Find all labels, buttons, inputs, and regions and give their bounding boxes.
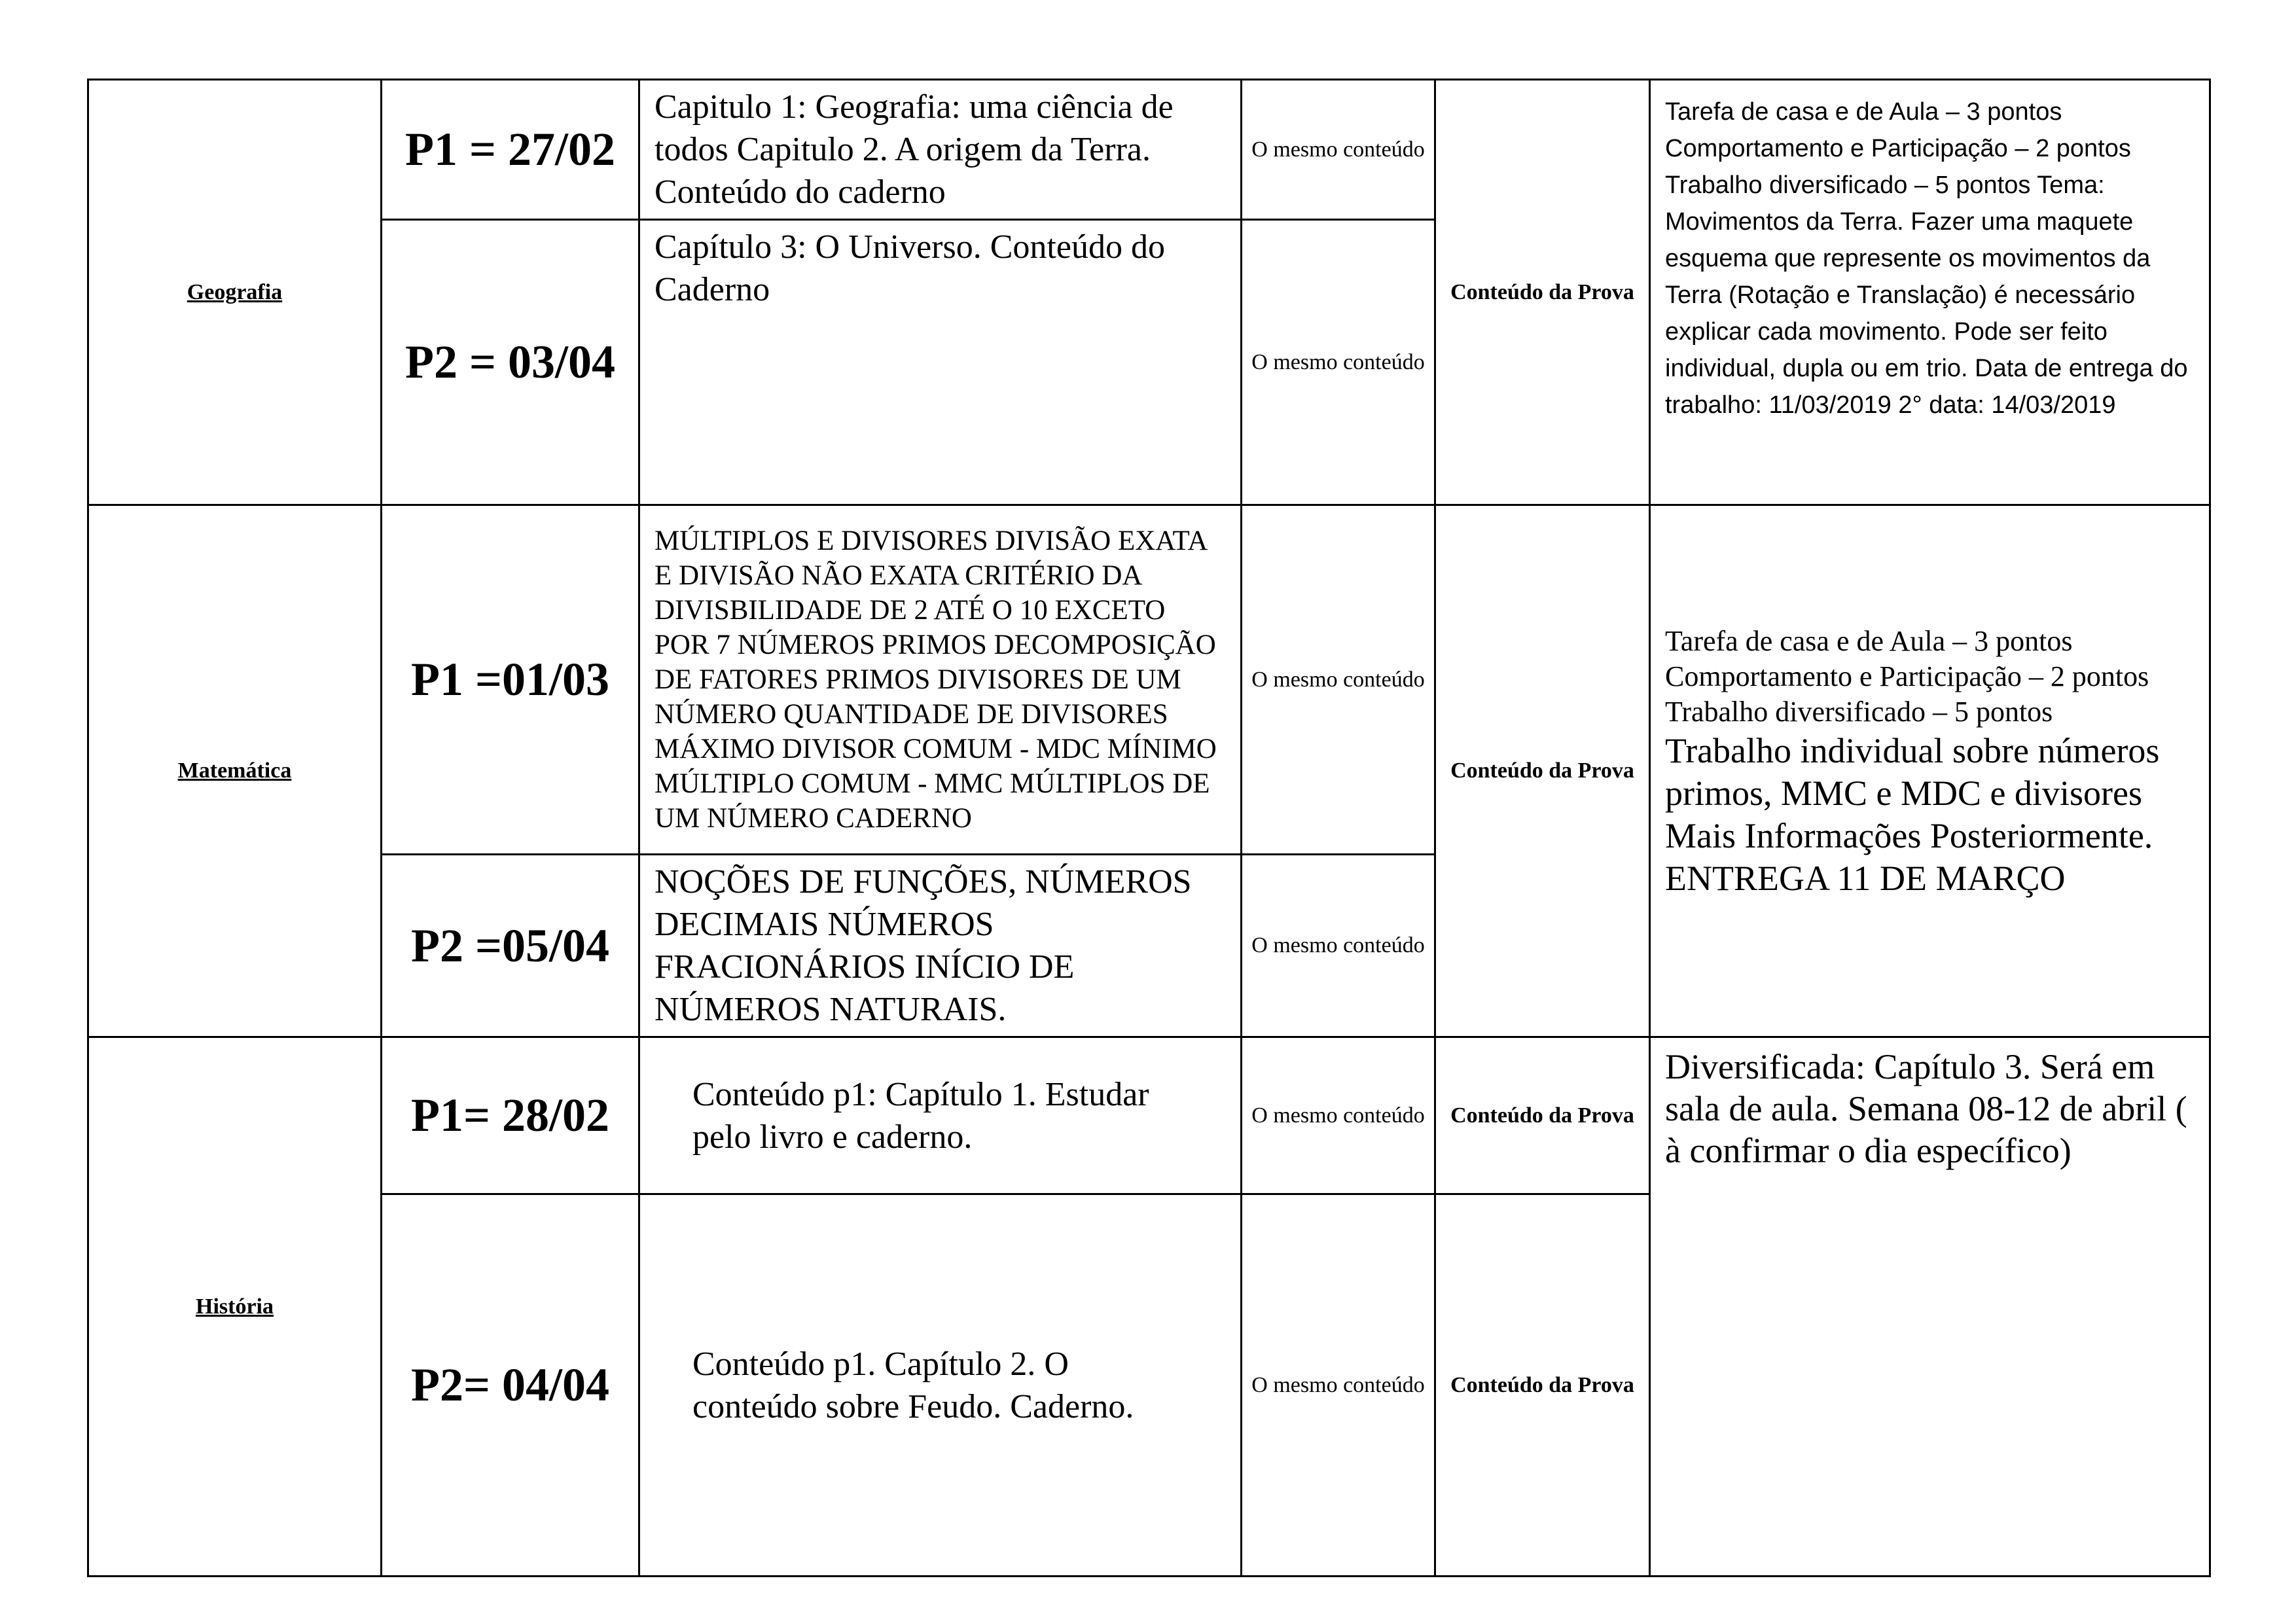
table-row (88, 505, 2210, 855)
recovery-content: O mesmo conteúdo (1242, 505, 1435, 855)
exam-content-p2: Capítulo 3: O Universo. Conteúdo do Caderno (639, 220, 1242, 505)
grading-item: Trabalho diversificado – 5 pontos (1665, 696, 2053, 728)
table-row (88, 1037, 2210, 1194)
assignment-info: Trabalho individual sobre números primos, MMC e MDC e divisores Mais Informações Posteriormente. ENTREGA 11 DE MARÇO (1665, 731, 2160, 898)
recovery-content: O mesmo conteúdo (1242, 220, 1435, 505)
exam-date-p1: P1 = 27/02 (382, 80, 639, 220)
exam-content-p2: NOÇÕES DE FUNÇÕES, NÚMEROS DECIMAIS NÚMEROS FRACIONÁRIOS INÍCIO DE NÚMEROS NATURAIS. (639, 855, 1242, 1037)
exam-content-p1: MÚLTIPLOS E DIVISORES DIVISÃO EXATA E DIVISÃO NÃO EXATA CRITÉRIO DA DIVISBILIDADE DE 2 ATÉ O 10 EXCETO POR 7 NÚMEROS PRIMOS DECOMPOSIÇÃO DE FATORES PRIMOS DIVISORES DE UM NÚMERO QUANTIDADE DE DIVISORES MÁXIMO DIVISOR COMUM - MDC MÍNIMO MÚLTIPLO COMUM - MMC MÚLTIPLOS DE UM NÚMERO CADERNO (639, 505, 1242, 855)
table-row (88, 80, 2210, 220)
exam-date-p2: P2 = 03/04 (382, 220, 639, 505)
recovery-content: O mesmo conteúdo (1242, 1194, 1435, 1577)
exam-date-p2: P2 =05/04 (382, 855, 639, 1037)
recovery-exam-content: Conteúdo da Prova (1435, 1194, 1650, 1577)
recovery-exam-content: Conteúdo da Prova (1435, 1037, 1650, 1194)
grading-items (1665, 624, 2195, 730)
assignment-info: Diversificada: Capítulo 3. Será em sala de aula. Semana 08-12 de abril ( à confirmar o dia específico) (1650, 1037, 2210, 1577)
exam-content-p1: Conteúdo p1: Capítulo 1. Estudar pelo livro e caderno. (639, 1037, 1242, 1194)
recovery-content: O mesmo conteúdo (1242, 80, 1435, 220)
grading-item: Tarefa de casa e de Aula – 3 pontos (1665, 625, 2073, 657)
grading-info: Tarefa de casa e de Aula – 3 pontos Comportamento e Participação – 2 pontos Trabalho diversificado – 5 pontos Tema: Movimentos da Terra. Fazer uma maquete esquema que represente os movimentos da Terra (Rotação e Translação) é necessário explicar cada movimento. Pode ser feito individual, dupla ou em trio. Data de entrega do trabalho: 11/03/2019 2° data: 14/03/2019 (1650, 80, 2210, 505)
exam-content-p2: Conteúdo p1. Capítulo 2. O conteúdo sobre Feudo. Caderno. (639, 1194, 1242, 1577)
schedule-table (87, 79, 2211, 1577)
recovery-exam-content: Conteúdo da Prova (1435, 505, 1650, 1037)
exam-date-p1: P1= 28/02 (382, 1037, 639, 1194)
subject-historia: História (88, 1037, 382, 1577)
subject-geografia: Geografia (88, 80, 382, 505)
recovery-exam-content: Conteúdo da Prova (1435, 80, 1650, 505)
recovery-content: O mesmo conteúdo (1242, 855, 1435, 1037)
exam-date-p1: P1 =01/03 (382, 505, 639, 855)
grading-info (1650, 505, 2210, 1037)
recovery-content: O mesmo conteúdo (1242, 1037, 1435, 1194)
exam-date-p2: P2= 04/04 (382, 1194, 639, 1577)
grading-item: Comportamento e Participação – 2 pontos (1665, 660, 2149, 692)
subject-matematica: Matemática (88, 505, 382, 1037)
exam-content-p1: Capitulo 1: Geografia: uma ciência de todos Capitulo 2. A origem da Terra. Conteúdo do caderno (639, 80, 1242, 220)
